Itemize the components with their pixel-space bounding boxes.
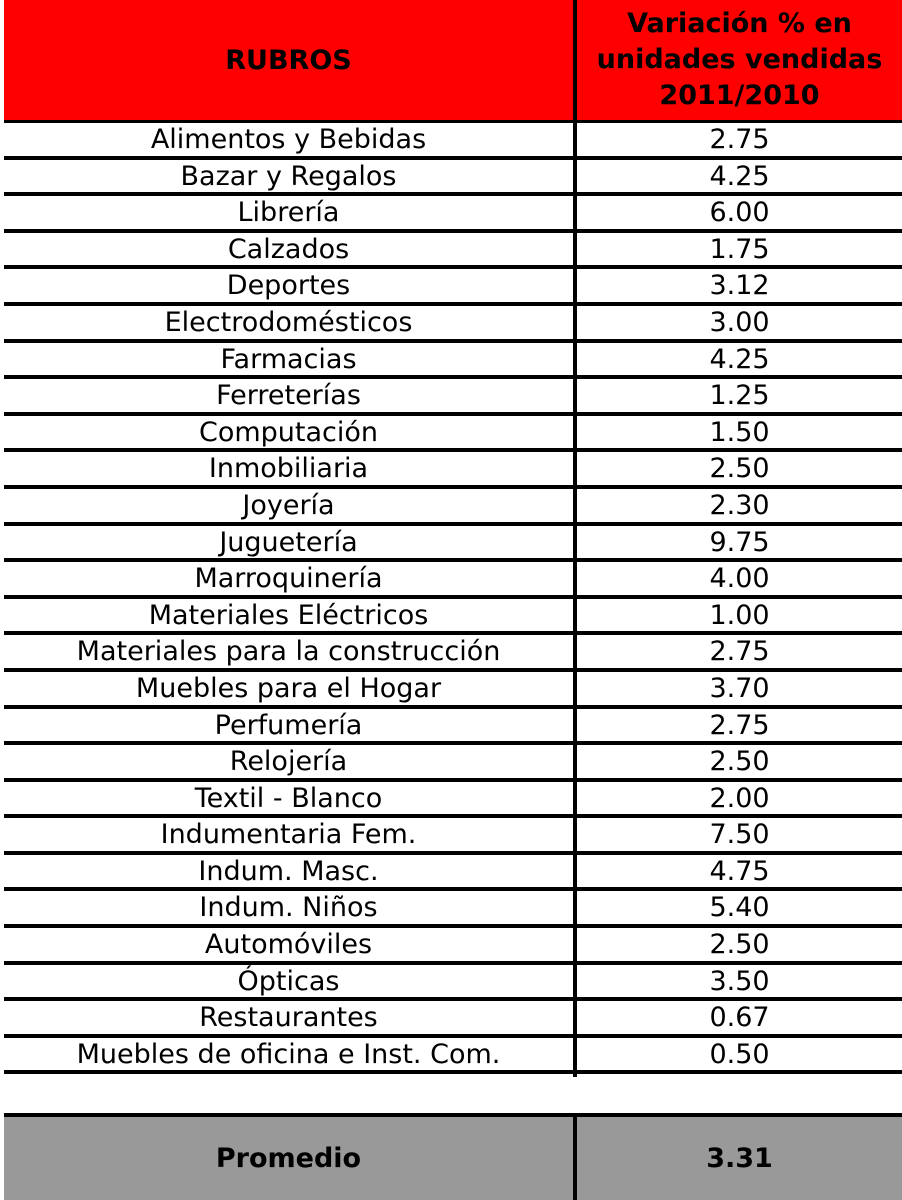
valor-cell: 9.75: [709, 526, 770, 558]
rubro-cell: Joyería: [242, 489, 335, 521]
rubro-cell: Automóviles: [204, 929, 373, 961]
rubro-cell: Alimentos y Bebidas: [150, 124, 427, 155]
header-variacion: Variación % en unidades vendidas 2011/2010: [596, 8, 883, 111]
rubro-cell: Computación: [198, 416, 379, 448]
rubro-cell: Deportes: [226, 270, 351, 302]
valor-cell: 3.70: [709, 672, 770, 704]
rubro-cell: Muebles de oficina e Inst. Com.: [76, 1038, 501, 1070]
table-row: [4, 196, 902, 233]
valor-cell: 6.00: [709, 197, 770, 229]
header-divider: [573, 0, 577, 123]
table-row: [4, 782, 902, 819]
valor-cell: 0.67: [709, 1002, 770, 1034]
valor-cell: 3.00: [709, 306, 770, 338]
table-row: [4, 160, 902, 197]
table-row: [4, 306, 902, 343]
valor-cell: 2.30: [709, 489, 770, 521]
valor-cell: 5.40: [709, 892, 770, 924]
table-row: [4, 855, 902, 892]
valor-cell: 0.50: [709, 1038, 770, 1070]
rubro-cell: Librería: [237, 197, 340, 229]
table-row: [4, 745, 902, 782]
body-divider: [573, 123, 577, 1077]
table-row: [4, 343, 902, 380]
rubro-cell: Inmobiliaria: [208, 453, 369, 485]
rubro-cell: Perfumería: [214, 709, 363, 741]
rubro-cell: Textil - Blanco: [194, 782, 383, 814]
valor-cell: 1.25: [709, 380, 770, 412]
valor-cell: 1.50: [709, 416, 770, 448]
valor-cell: 2.50: [709, 746, 770, 778]
table-row: [4, 526, 902, 563]
header-rubros: RUBROS: [225, 44, 352, 76]
valor-cell: 1.75: [709, 233, 770, 265]
table-body: [4, 123, 902, 1074]
rubro-cell: Electrodomésticos: [164, 306, 413, 338]
footer-divider: [573, 1113, 577, 1200]
valor-cell: 4.25: [709, 343, 770, 375]
rubro-cell: Indum. Niños: [199, 892, 378, 924]
valor-cell: 2.75: [709, 709, 770, 741]
rubro-cell: Farmacias: [220, 343, 357, 375]
valor-cell: 2.75: [709, 636, 770, 668]
valor-cell: 4.00: [709, 563, 770, 595]
valor-cell: 3.12: [709, 270, 770, 302]
table-row: [4, 123, 902, 160]
table-row: [4, 562, 902, 599]
footer-value: 3.31: [706, 1143, 773, 1174]
valor-cell: 2.50: [709, 929, 770, 961]
rubro-cell: Ópticas: [237, 965, 340, 997]
table-row: [4, 965, 902, 1002]
rubro-cell: Relojería: [229, 746, 348, 778]
rubro-cell: Bazar y Regalos: [180, 160, 397, 192]
table-row: [4, 269, 902, 306]
rubro-cell: Calzados: [227, 233, 350, 265]
table-row: [4, 891, 902, 928]
valor-cell: 7.50: [709, 819, 770, 851]
table-footer: [4, 1113, 902, 1200]
rubro-cell: Ferreterías: [216, 380, 361, 412]
valor-cell: 2.00: [709, 782, 770, 814]
rubro-cell: Indum. Masc.: [198, 855, 379, 887]
table-row: [4, 1001, 902, 1038]
rubro-cell: Muebles para el Hogar: [135, 672, 442, 704]
table-row: [4, 233, 902, 270]
table-row: [4, 818, 902, 855]
table-row: [4, 489, 902, 526]
table-row: [4, 416, 902, 453]
table-row: [4, 928, 902, 965]
valor-cell: 2.50: [709, 453, 770, 485]
rubro-cell: Materiales Eléctricos: [148, 599, 429, 631]
table-row: [4, 1038, 902, 1075]
table-row: [4, 379, 902, 416]
valor-cell: 4.25: [709, 160, 770, 192]
footer-label: Promedio: [215, 1143, 362, 1174]
valor-cell: 3.50: [709, 965, 770, 997]
table-row: [4, 709, 902, 746]
valor-cell: 2.75: [709, 124, 770, 155]
table-header: [4, 0, 902, 123]
table-row: [4, 635, 902, 672]
valor-cell: 4.75: [709, 855, 770, 887]
rubro-cell: Indumentaria Fem.: [160, 819, 417, 851]
rubro-cell: Restaurantes: [199, 1002, 378, 1034]
rubro-cell: Marroquinería: [194, 563, 383, 595]
valor-cell: 1.00: [709, 599, 770, 631]
table-row: [4, 599, 902, 636]
table-row: [4, 672, 902, 709]
table-row: [4, 452, 902, 489]
rubro-cell: Juguetería: [219, 526, 358, 558]
rubro-cell: Materiales para la construcción: [76, 636, 501, 668]
